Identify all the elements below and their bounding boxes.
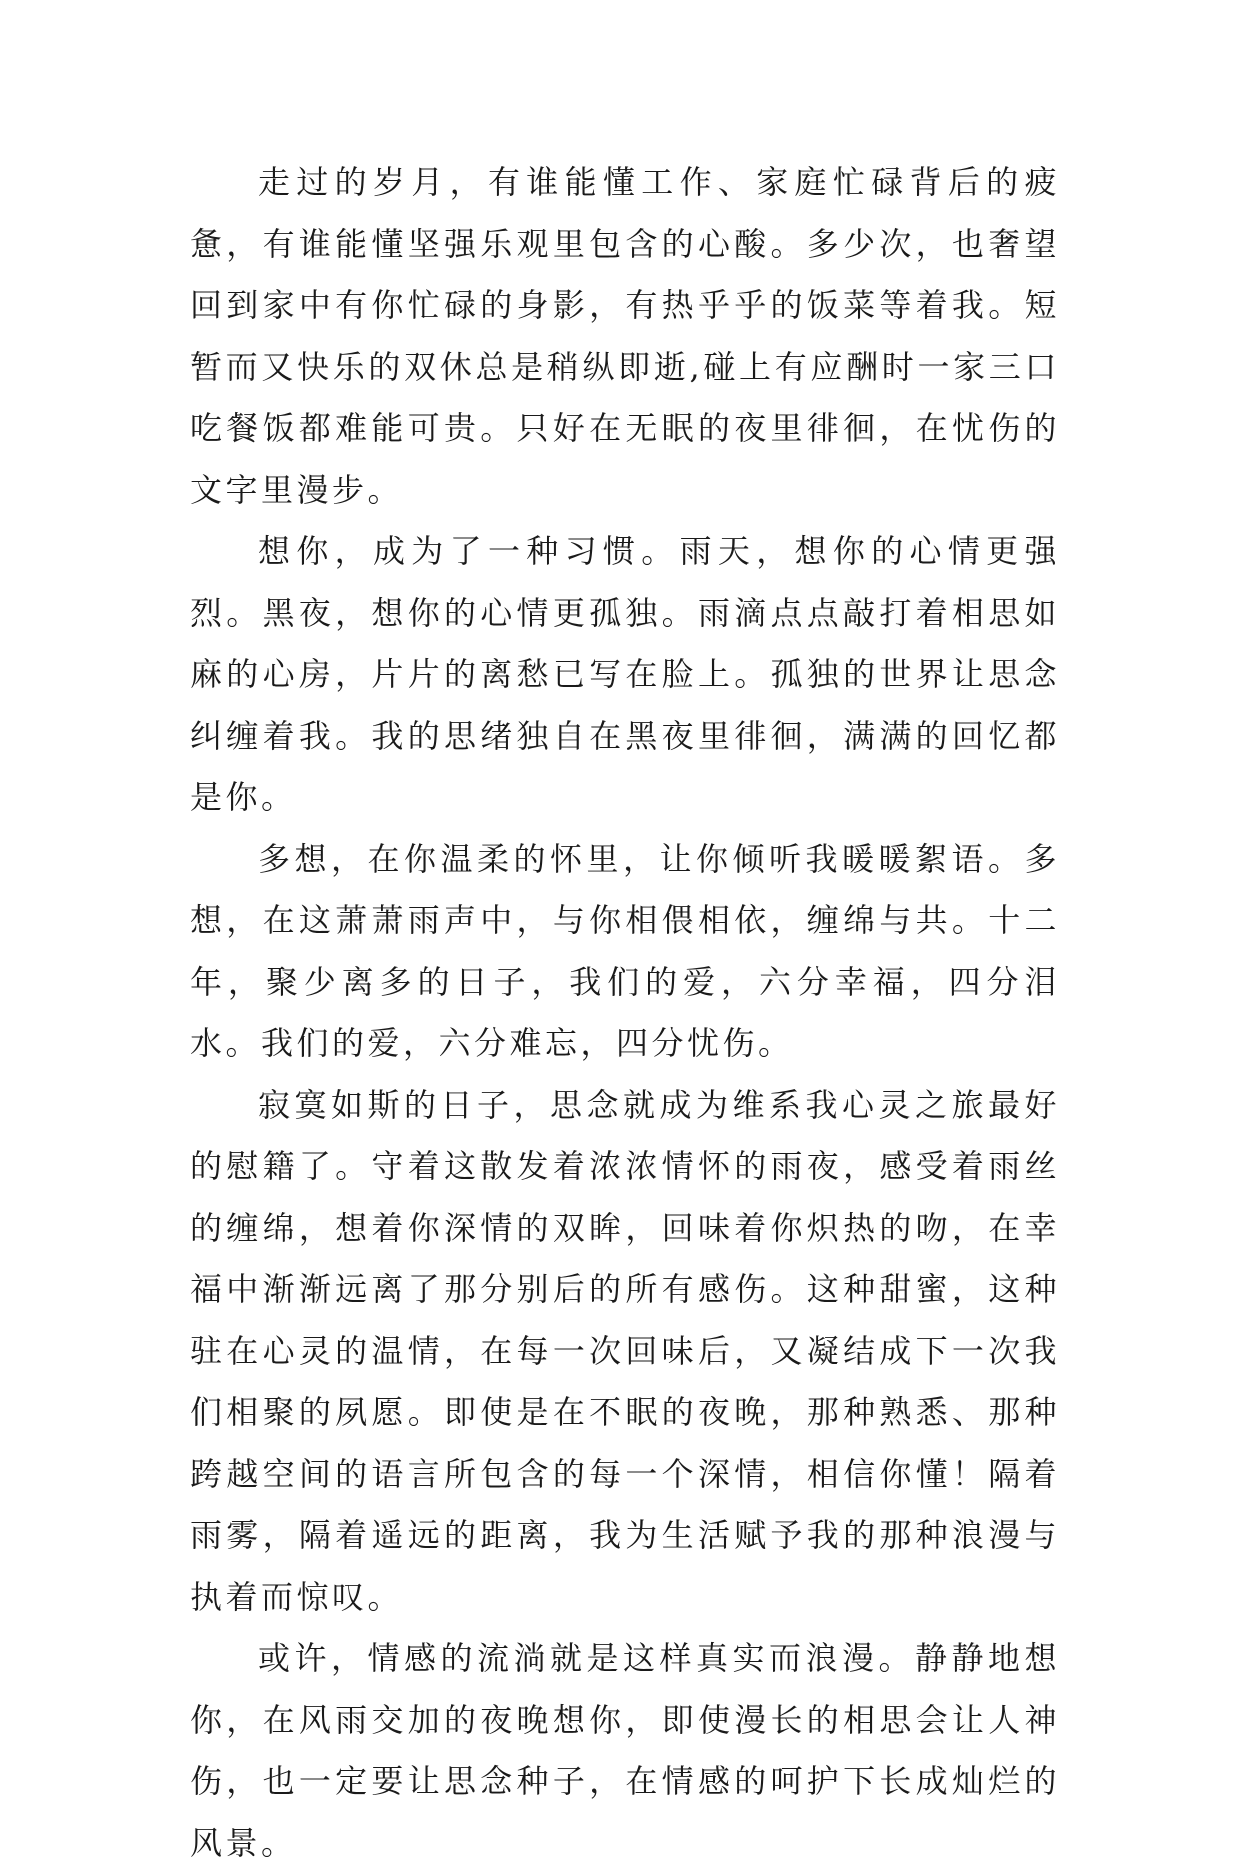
paragraph-2: 想你，成为了一种习惯。雨天，想你的心情更强烈。黑夜，想你的心情更孤独。雨滴点点敲打着相思如麻的心房，片片的离愁已写在脸上。孤独的世界让思念纠缠着我。我的思绪独自在黑夜里徘徊，满满的回忆都是你。 [190,532,1060,816]
paragraph-1: 走过的岁月，有谁能懂工作、家庭忙碌背后的疲惫，有谁能懂坚强乐观里包含的心酸。多少次，也奢望回到家中有你忙碌的身影，有热乎乎的饭菜等着我。短暂而又快乐的双休总是稍纵即逝,碰上有应酬时一家三口吃餐饭都难能可贵。只好在无眠的夜里徘徊，在忧伤的文字里漫步。 [190,163,1060,509]
paragraph-4: 寂寞如斯的日子，思念就成为维系我心灵之旅最好的慰籍了。守着这散发着浓浓情怀的雨夜，感受着雨丝的缠绵，想着你深情的双眸，回味着你炽热的吻，在幸福中渐渐远离了那分别后的所有感伤。这种甜蜜，这种驻在心灵的温情，在每一次回味后，又凝结成下一次我们相聚的夙愿。即使是在不眠的夜晚，那种熟悉、那种跨越空间的语言所包含的每一个深情，相信你懂！隔着雨雾，隔着遥远的距离，我为生活赋予我的那种浪漫与执着而惊叹。 [190,1085,1060,1616]
paragraph-5: 或许，情感的流淌就是这样真实而浪漫。静静地想你，在风雨交加的夜晚想你，即使漫长的相思会让人神伤，也一定要让思念种子，在情感的呵护下长成灿烂的风景。 [190,1639,1060,1862]
paragraph-3: 多想，在你温柔的怀里，让你倾听我暖暖絮语。多想，在这萧萧雨声中，与你相偎相依，缠绵与共。十二年，聚少离多的日子，我们的爱，六分幸福，四分泪水。我们的爱，六分难忘，四分忧伤。 [190,839,1060,1062]
document-body [190,152,1060,1874]
